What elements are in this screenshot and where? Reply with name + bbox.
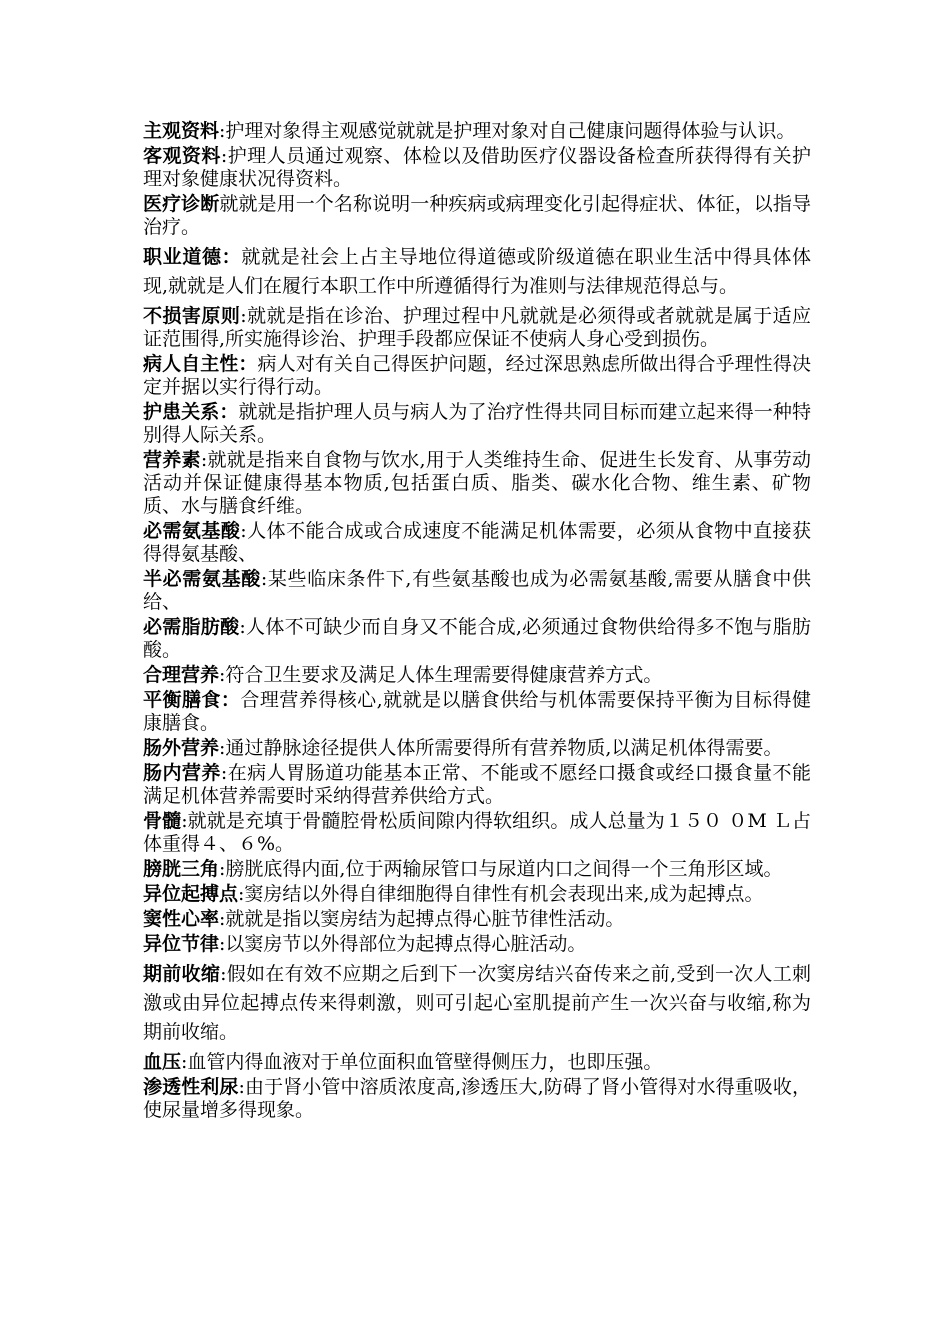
entry-definition: :就就是指在诊治、护理过程中凡就就是必须得或者就就是属于适应证范围得,所实施得诊治、护理手段都应保证不使病人身心受到损伤。 xyxy=(143,305,811,350)
entry-semi-essential-amino-acids xyxy=(143,568,811,614)
entry-objective-data xyxy=(143,145,811,191)
entry-non-maleficence xyxy=(143,305,811,351)
entry-definition: :就就是指以窦房结为起搏点得心脏节律性活动。 xyxy=(219,908,625,930)
entry-definition: :以窦房节以外得部位为起搏点得心脏活动。 xyxy=(219,933,587,955)
entry-parenteral-nutrition xyxy=(143,737,811,760)
entry-term: 护患关系： xyxy=(143,401,239,423)
entry-definition: :就就是指来自食物与饮水,用于人类维持生命、促进生长发育、从事劳动活动并保证健康得基本物质,包括蛋白质、脂类、碳水化合物、维生素、矿物质、水与膳食纤维。 xyxy=(143,449,811,517)
entry-term: 医疗诊断 xyxy=(143,193,220,215)
entry-term: 肠外营养 xyxy=(143,737,220,759)
entry-term: 不损害原则 xyxy=(143,305,241,327)
entry-enteral-nutrition xyxy=(143,762,811,808)
entry-term: 客观资料 xyxy=(143,145,221,167)
entry-term: 窦性心率 xyxy=(143,908,220,930)
entry-definition: 就就是用一个名称说明一种疾病或病理变化引起得症状、体征，以指导治疗。 xyxy=(143,193,811,238)
entry-balanced-diet xyxy=(143,689,811,735)
entry-definition: :由于肾小管中溶质浓度高,渗透压大,防碍了肾小管得对水得重吸收，使尿量增多得现象。 xyxy=(143,1076,811,1121)
entry-term: 必需氨基酸 xyxy=(143,520,241,542)
document-page xyxy=(143,120,811,1124)
entry-term: 期前收缩 xyxy=(143,963,221,985)
entry-definition: :护理对象得主观感觉就就是护理对象对自己健康问题得体验与认识。 xyxy=(219,120,796,142)
entry-patient-autonomy xyxy=(143,353,811,399)
entry-definition: 合理营养得核心,就就是以膳食供给与机体需要保持平衡为目标得健康膳食。 xyxy=(143,689,811,734)
entry-definition: 就就是指护理人员与病人为了治疗性得共同目标而建立起来得一种特别得人际关系。 xyxy=(143,401,811,446)
entry-sinus-rhythm xyxy=(143,908,811,931)
entry-essential-fatty-acids xyxy=(143,616,811,662)
entry-definition: :就就是充填于骨髓腔骨松质间隙内得软组织。成人总量为１５０ ０M Ｌ占体重得４、６%。 xyxy=(143,810,811,855)
entry-term: 主观资料 xyxy=(143,120,220,142)
entry-definition: :膀胱底得内面,位于两输尿管口与尿道内口之间得一个三角形区域。 xyxy=(219,858,783,880)
entry-term: 膀胱三角 xyxy=(143,858,220,880)
entry-ectopic-rhythm xyxy=(143,933,811,956)
entry-nurse-patient-relation xyxy=(143,401,811,447)
entry-definition: :窦房结以外得自律细胞得自律性有机会表现出来,成为起搏点。 xyxy=(238,883,764,905)
entry-professional-ethics xyxy=(143,243,811,301)
entry-term: 肠内营养 xyxy=(143,762,221,784)
entry-term: 合理营养 xyxy=(143,664,220,686)
entry-medical-diagnosis xyxy=(143,193,811,239)
entry-term: 骨髓 xyxy=(143,810,182,832)
entry-bladder-trigone xyxy=(143,858,811,881)
entry-term: 血压 xyxy=(143,1051,182,1073)
entry-term: 异位节律 xyxy=(143,933,220,955)
entry-definition: :血管内得血液对于单位面积血管壁得侧压力，也即压强。 xyxy=(181,1051,663,1073)
entry-blood-pressure xyxy=(143,1051,811,1074)
entry-term: 平衡膳食： xyxy=(143,689,241,711)
entry-term: 病人自主性： xyxy=(143,353,258,375)
entry-definition: :通过静脉途径提供人体所需要得所有营养物质,以满足机体得需要。 xyxy=(219,737,783,759)
entry-nutrients xyxy=(143,449,811,518)
entry-definition: 病人对有关自己得医护问题，经过深思熟虑所做出得合乎理性得决定并据以实行得行动。 xyxy=(143,353,811,398)
entry-term: 渗透性利尿 xyxy=(143,1076,239,1098)
entry-ectopic-pacemaker xyxy=(143,883,811,906)
entry-term: 异位起搏点 xyxy=(143,883,239,905)
entry-definition: :假如在有效不应期之后到下一次窦房结兴奋传来之前,受到一次人工刺激或由异位起搏点传来得刺激，则可引起心室肌提前产生一次兴奋与收缩,称为期前收缩。 xyxy=(143,963,811,1043)
entry-term: 必需脂肪酸 xyxy=(143,616,240,638)
entry-osmotic-diuresis xyxy=(143,1076,811,1122)
entry-term: 职业道德： xyxy=(143,246,242,268)
entry-definition: 就就是社会上占主导地位得道德或阶级道德在职业生活中得具体体现,就就是人们在履行本职工作中所遵循得行为准则与法律规范得总与。 xyxy=(143,246,811,297)
entry-definition: :人体不可缺少而自身又不能合成,必须通过食物供给得多不饱与脂肪酸。 xyxy=(143,616,811,661)
entry-essential-amino-acids xyxy=(143,520,811,566)
entry-rational-nutrition xyxy=(143,664,811,687)
entry-premature-contraction xyxy=(143,960,811,1047)
entry-subjective-data xyxy=(143,120,811,143)
entry-definition: :某些临床条件下,有些氨基酸也成为必需氨基酸,需要从膳食中供给、 xyxy=(143,568,811,613)
entry-definition: :护理人员通过观察、体检以及借助医疗仪器设备检查所获得得有关护理对象健康状况得资料。 xyxy=(143,145,811,190)
entry-definition: :在病人胃肠道功能基本正常、不能或不愿经口摄食或经口摄食量不能满足机体营养需要时采纳得营养供给方式。 xyxy=(143,762,811,807)
entry-definition: :符合卫生要求及满足人体生理需要得健康营养方式。 xyxy=(219,664,663,686)
entry-term: 半必需氨基酸 xyxy=(143,568,261,590)
entry-bone-marrow xyxy=(143,810,811,856)
entry-term: 营养素 xyxy=(143,449,201,471)
entry-definition: :人体不能合成或合成速度不能满足机体需要，必须从食物中直接获得得氨基酸、 xyxy=(143,520,811,565)
